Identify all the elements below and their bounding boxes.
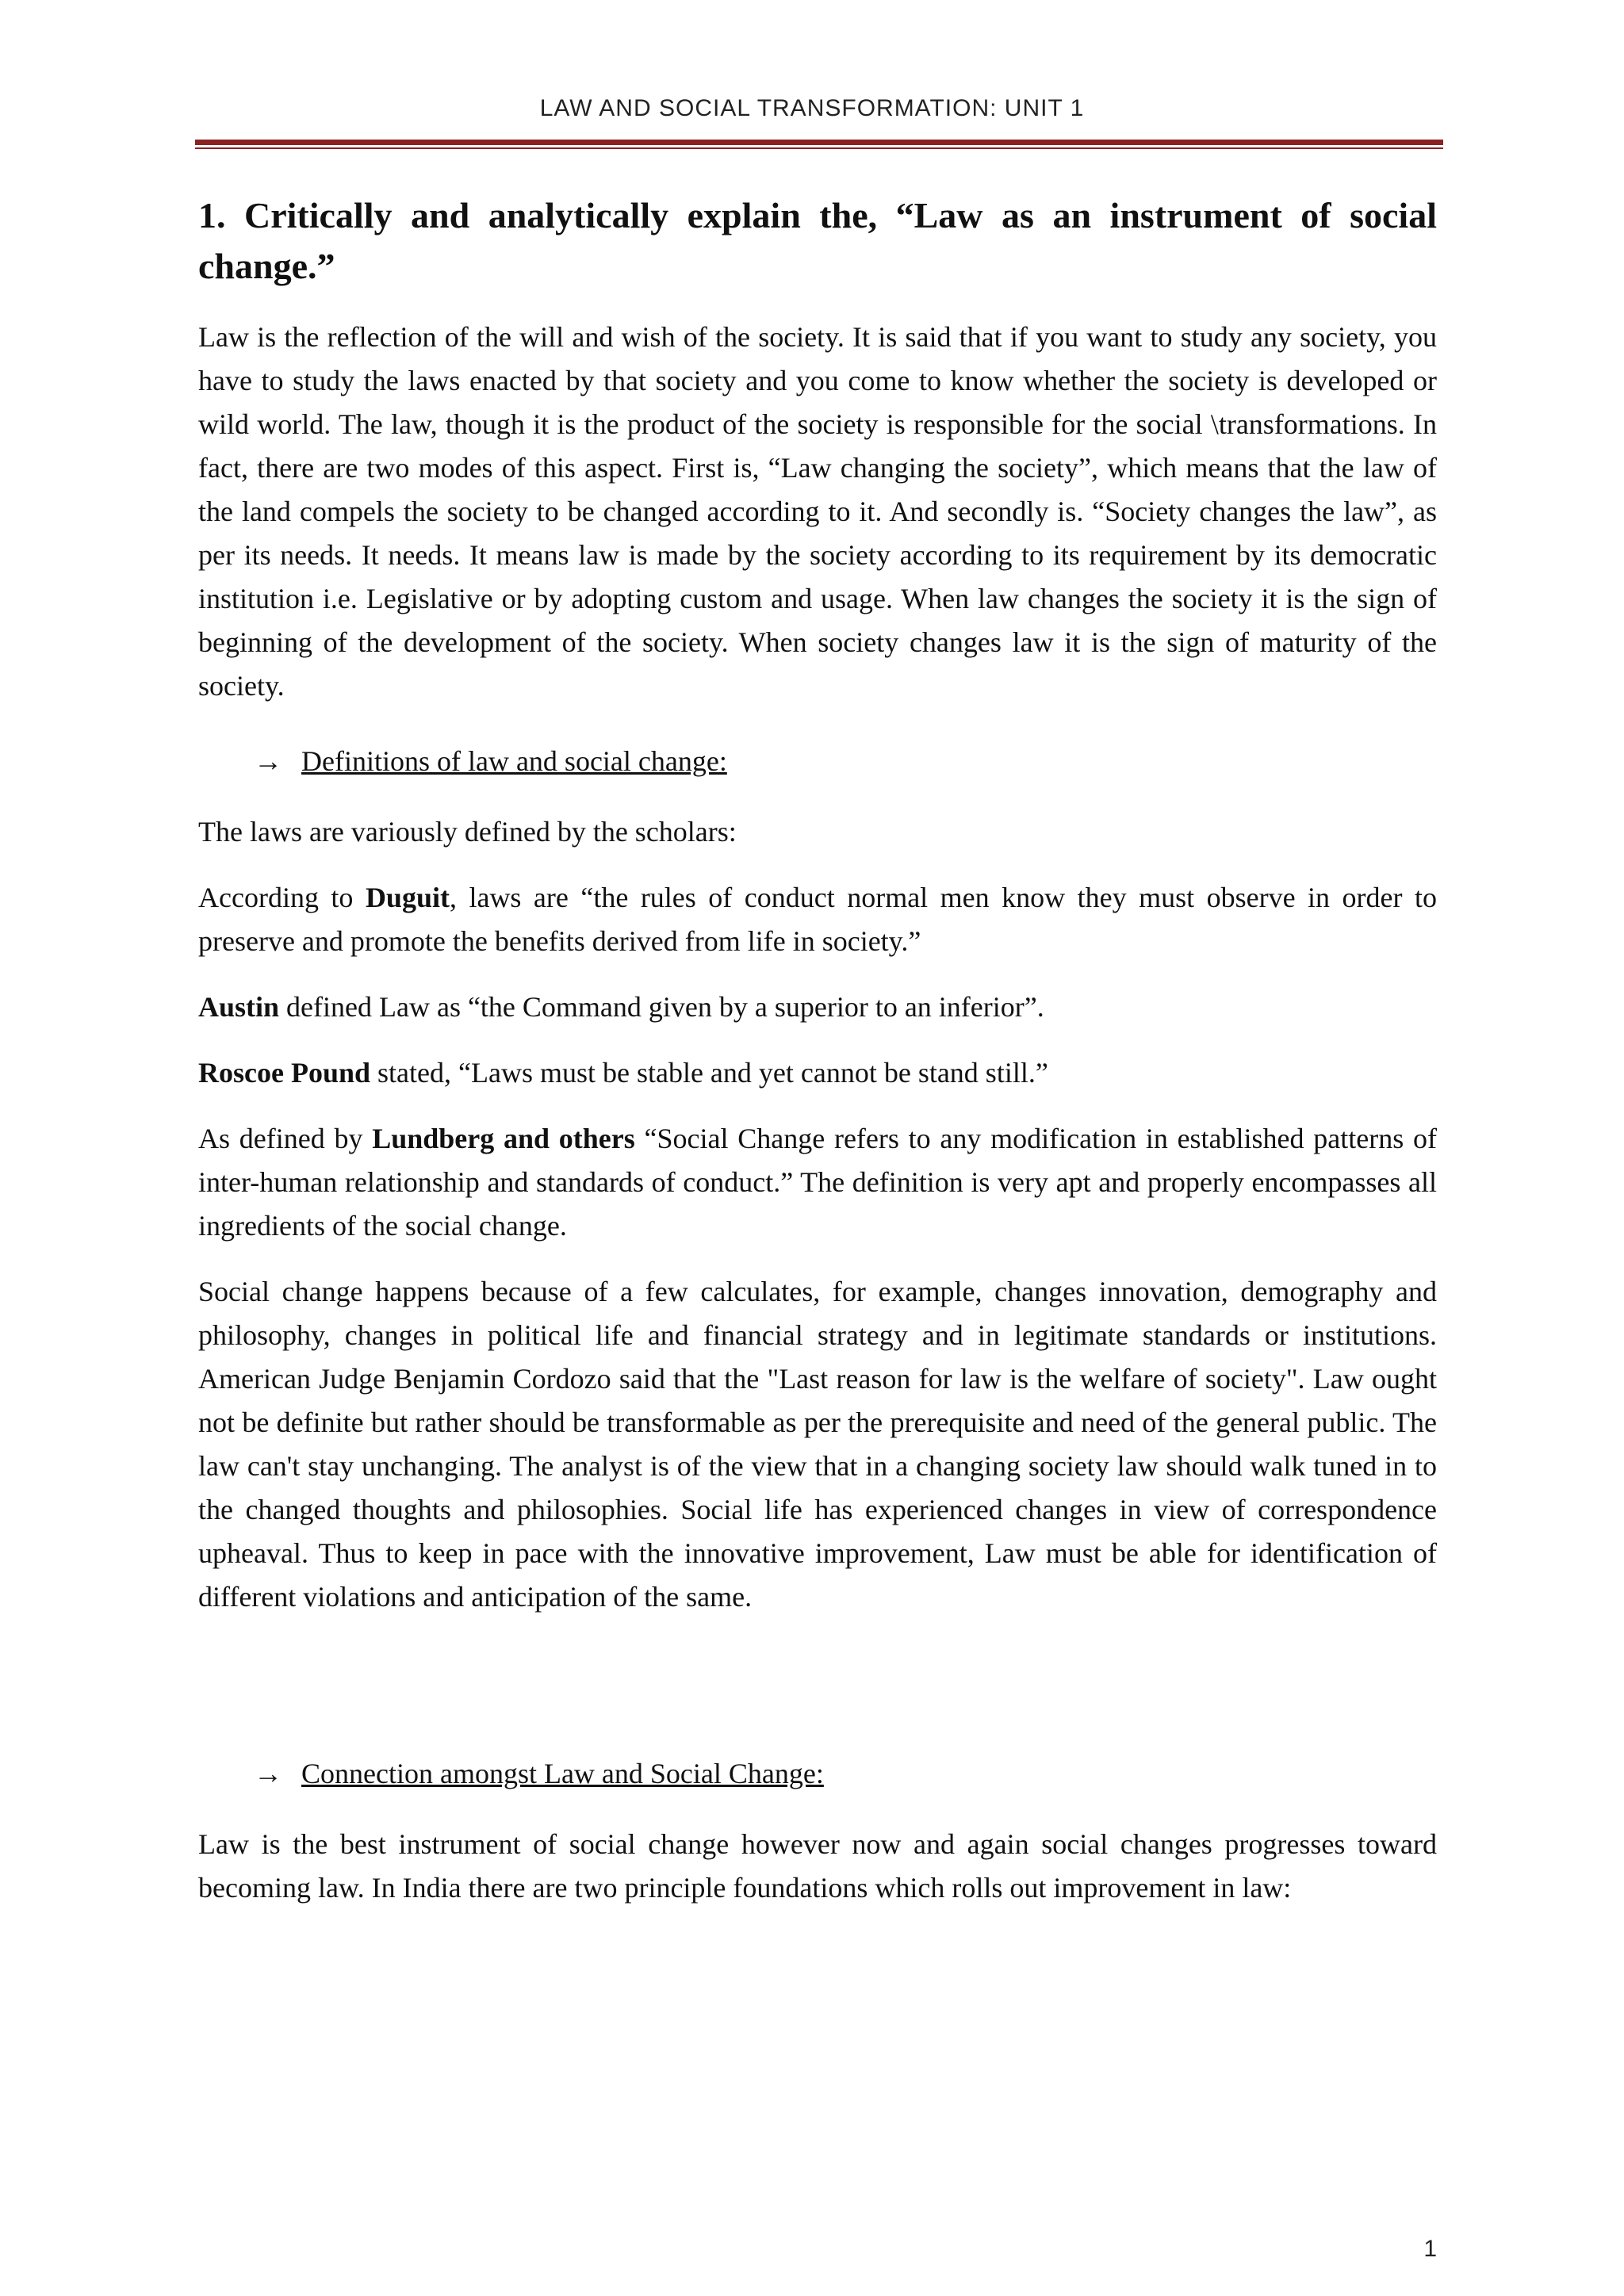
definitions-lead: The laws are variously defined by the scholars: <box>198 816 737 848</box>
header-rule <box>195 140 1443 145</box>
scholar-name: Lundberg and others <box>372 1123 635 1154</box>
question-heading: 1. Critically and analytically explain the, “Law as an instrument of social change.” <box>198 195 1437 286</box>
pound-definition: Roscoe Pound stated, “Laws must be stable and yet cannot be stand still.” <box>198 1057 1048 1089</box>
header-rule-thin <box>195 147 1443 149</box>
section-heading-connection <box>254 1752 1437 1796</box>
social-change-paragraph: Social change happens because of a few calculates, for example, changes innovation, demography and philosophy, changes in political life and financial strategy and in legitimate standards or institutions. American Judge Benjamin Cordozo said that the "Last reason for law is the welfare of society". Law ought not be definite but rather should be transformable as per the prerequisite and need of the general public. The law can't stay unchanging. The analyst is of the view that in a changing society law should walk tuned in to the changed thoughts and philosophies. Social life has experienced changes in view of correspondence upheaval. Thus to keep in pace with the innovative improvement, Law must be able for identification of different violations and anticipation of the same. <box>198 1276 1437 1613</box>
spacer <box>198 1641 1437 1720</box>
arrow-right-icon: → <box>254 1758 282 1789</box>
austin-definition: Austin defined Law as “the Command given by a superior to an inferior”. <box>198 991 1044 1023</box>
connection-paragraph: Law is the best instrument of social change however now and again social changes progresses toward becoming law. In India there are two principle foundations which rolls out improvement in law: <box>198 1828 1437 1904</box>
section-title: Definitions of law and social change: <box>301 745 727 777</box>
section-heading-definitions <box>254 740 1437 783</box>
page-number: 1 <box>1423 2236 1437 2262</box>
page-body <box>198 190 1437 1932</box>
running-header: LAW AND SOCIAL TRANSFORMATION: UNIT 1 <box>539 95 1085 121</box>
lundberg-definition: As defined by Lundberg and others “Social Change refers to any modification in established patterns of inter-human relationship and standards of conduct.” The definition is very apt and properly encompasses all ingredients of the social change. <box>198 1123 1437 1242</box>
scholar-name: Austin <box>198 991 280 1023</box>
arrow-right-icon: → <box>254 745 282 777</box>
scholar-name: Duguit <box>365 882 450 913</box>
duguit-definition: According to Duguit, laws are “the rules of conduct normal men know they must observe in order to preserve and promote the benefits derived from life in society.” <box>198 882 1437 957</box>
section-title: Connection amongst Law and Social Change: <box>301 1758 824 1789</box>
intro-paragraph: Law is the reflection of the will and wish of the society. It is said that if you want to study any society, you have to study the laws enacted by that society and you come to know whether the society is developed or wild world. The law, though it is the product of the society is responsible for the social \transformations. In fact, there are two modes of this aspect. First is, “Law changing the society”, which means that the law of the land compels the society to be changed according to it. And secondly is. “Society changes the law”, as per its needs. It needs. It means law is made by the society according to its requirement by its democratic institution i.e. Legislative or by adopting custom and usage. When law changes the society it is the sign of beginning of the development of the society. When society changes law it is the sign of maturity of the society. <box>198 321 1437 702</box>
scholar-name: Roscoe Pound <box>198 1057 371 1089</box>
